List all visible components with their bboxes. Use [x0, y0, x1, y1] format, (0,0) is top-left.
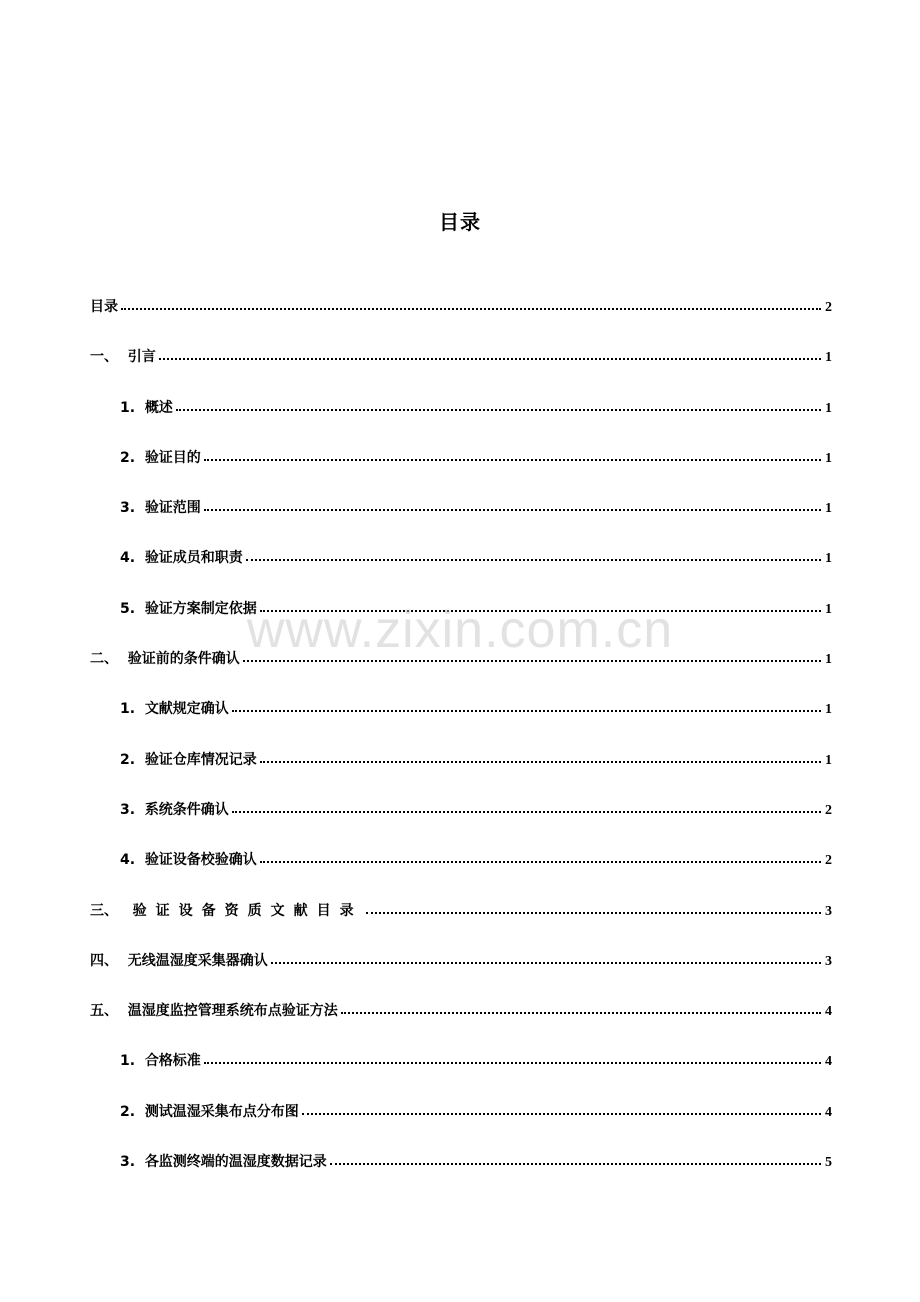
watermark: www.zixin.com.cn: [246, 601, 674, 659]
toc-entry-page: 4: [825, 1004, 832, 1020]
toc-entry-title: 各监测终端的温湿度数据记录: [144, 1154, 327, 1171]
toc-entry-page: 2: [825, 300, 832, 315]
toc-entry[interactable]: [90, 698, 832, 748]
toc-entry-page: 1: [825, 652, 832, 668]
toc-entry-title: 目录: [90, 299, 118, 315]
toc-entry[interactable]: [90, 598, 832, 648]
toc-entry-number: 5.: [120, 600, 145, 617]
toc-dot-leader: [204, 1052, 821, 1064]
toc-entry-title: 温湿度监控管理系统布点验证方法: [127, 1003, 338, 1020]
toc-entry[interactable]: [90, 1050, 832, 1100]
toc-entry[interactable]: [90, 749, 832, 799]
toc-dot-leader: [260, 751, 821, 763]
toc-dot-leader: [330, 1153, 821, 1165]
toc-entry-page: 3: [825, 953, 832, 969]
toc-entry-page: 1: [825, 350, 832, 366]
toc-entry-page: 5: [825, 1155, 832, 1171]
toc-dot-leader: [243, 650, 821, 662]
toc-entry[interactable]: [90, 1000, 832, 1050]
toc-entry[interactable]: [90, 950, 832, 1000]
toc-entry-title: 验证设备校验确认: [144, 852, 257, 869]
toc-dot-leader: [366, 902, 821, 914]
toc-entry-number: 4.: [120, 852, 145, 869]
toc-entry-number: 2.: [120, 751, 145, 768]
toc-entry[interactable]: [90, 547, 832, 597]
toc-entry-page: 1: [825, 752, 832, 768]
toc-entry[interactable]: [90, 849, 832, 899]
toc-dot-leader: [204, 499, 821, 511]
toc-entry-title: 文献规定确认: [144, 701, 229, 718]
toc-entry[interactable]: [90, 648, 832, 698]
toc-dot-leader: [271, 952, 821, 964]
toc-entry[interactable]: [90, 799, 832, 849]
toc-entry-title: 验证方案制定依据: [144, 600, 257, 617]
toc-entry-title: 引言: [127, 349, 156, 366]
toc-dot-leader: [232, 700, 821, 712]
table-of-contents: [90, 296, 832, 1201]
toc-entry-title: 验证目的: [144, 449, 201, 466]
toc-entry[interactable]: [90, 397, 832, 447]
toc-entry-title: 无线温湿度采集器确认: [127, 952, 268, 969]
toc-entry-page: 1: [825, 450, 832, 466]
toc-entry-title: 概述: [144, 399, 173, 416]
toc-entry-number: 4.: [120, 550, 145, 567]
toc-entry-number: 一、: [90, 349, 128, 366]
toc-entry-number: 二、: [90, 651, 128, 668]
toc-entry-number: 五、: [90, 1003, 128, 1020]
toc-dot-leader: [341, 1002, 821, 1014]
toc-entry-title: 验证成员和职责: [144, 550, 243, 567]
toc-dot-leader: [176, 399, 821, 411]
toc-entry-number: 1.: [120, 399, 145, 416]
toc-entry[interactable]: [90, 900, 832, 950]
toc-entry-page: 1: [825, 551, 832, 567]
toc-entry-number: 1.: [120, 701, 145, 718]
toc-entry-page: 1: [825, 400, 832, 416]
toc-entry-number: 3.: [120, 1154, 145, 1171]
toc-entry-title: 测试温湿采集布点分布图: [144, 1103, 299, 1120]
toc-dot-leader: [232, 801, 821, 813]
toc-entry[interactable]: [90, 1101, 832, 1151]
toc-entry-page: 1: [825, 501, 832, 517]
toc-entry-page: 4: [825, 1054, 832, 1070]
toc-entry-page: 2: [825, 802, 832, 818]
toc-dot-leader: [121, 298, 821, 310]
toc-entry-page: 3: [825, 903, 832, 919]
toc-dot-leader: [260, 851, 821, 863]
toc-entry[interactable]: [90, 346, 832, 396]
toc-entry-number: 2.: [120, 449, 145, 466]
toc-dot-leader: [246, 549, 821, 561]
toc-dot-leader: [159, 348, 821, 360]
toc-entry-title: 合格标准: [144, 1053, 201, 1070]
toc-entry-number: 3.: [120, 500, 145, 517]
page-title: 目录: [439, 210, 481, 234]
toc-entry[interactable]: [90, 296, 832, 346]
toc-entry-page: 4: [825, 1104, 832, 1120]
toc-entry-number: 3.: [120, 801, 145, 818]
toc-entry-page: 1: [825, 601, 832, 617]
toc-entry[interactable]: [90, 497, 832, 547]
toc-entry-page: 2: [825, 853, 832, 869]
toc-entry[interactable]: [90, 447, 832, 497]
toc-dot-leader: [204, 449, 821, 461]
toc-dot-leader: [260, 600, 821, 612]
toc-entry-number: 1.: [120, 1053, 145, 1070]
toc-entry-title: 验证范围: [144, 500, 201, 517]
toc-entry-number: 三、: [90, 902, 133, 919]
toc-entry-title: 系统条件确认: [144, 801, 229, 818]
toc-entry-page: 1: [825, 702, 832, 718]
toc-entry-title: 验证设备资质文献目录: [132, 902, 363, 919]
toc-entry-number: 四、: [90, 952, 128, 969]
toc-entry-title: 验证前的条件确认: [127, 651, 240, 668]
toc-entry[interactable]: [90, 1151, 832, 1201]
toc-dot-leader: [302, 1103, 821, 1115]
toc-entry-title: 验证仓库情况记录: [144, 751, 257, 768]
toc-entry-number: 2.: [120, 1103, 145, 1120]
